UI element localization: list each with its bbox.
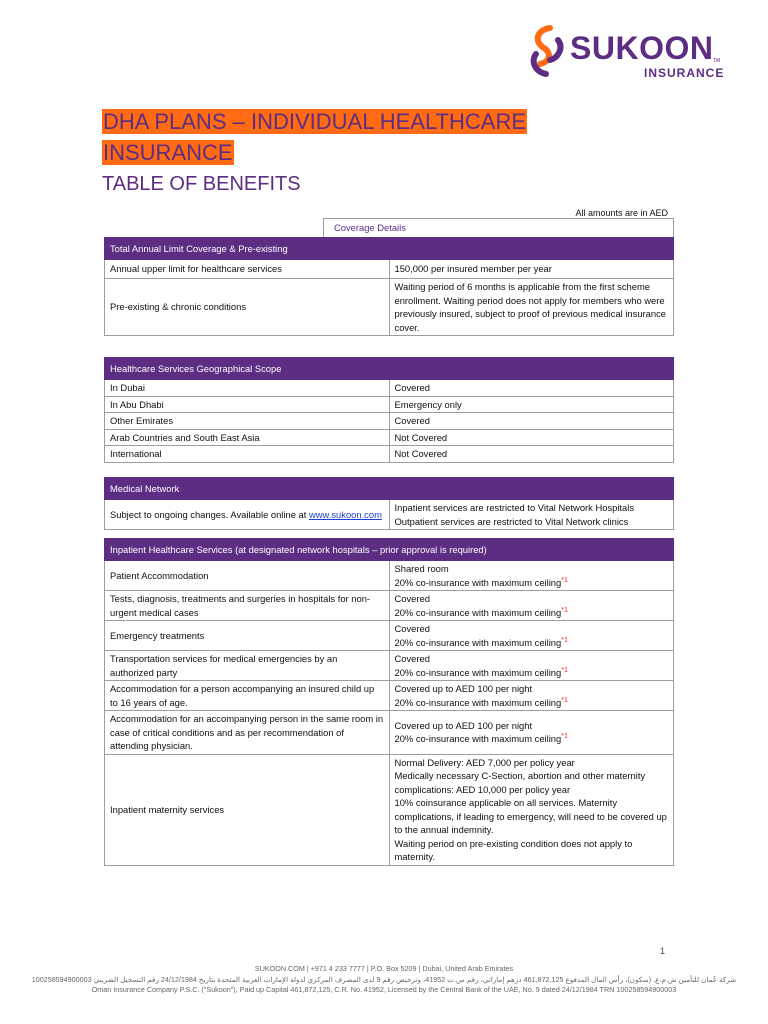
table-row: Emergency treatments Covered 20% co-insurance with maximum ceiling$^{*1}$	[105, 621, 674, 651]
logo-wordmark: SUKOON	[570, 30, 714, 66]
footnote-marker: *1	[561, 636, 568, 644]
table-row: Annual upper limit for healthcare services 150,000 per insured member per year	[105, 260, 674, 279]
table-row: Transportation services for medical emergencies by an authorized party Covered 20% co-insurance with maximum ceiling$^{*1}$	[105, 651, 674, 681]
title-line-1: DHA PLANS – INDIVIDUAL HEALTHCARE	[103, 109, 527, 134]
sukoon-logo	[528, 24, 728, 84]
table-row: Accommodation for a person accompanying an insured child up to 16 years of age. Covered up to AED 100 per night 20% co-insurance with maximum ceiling$^{*1}$	[105, 681, 674, 711]
table-row: Subject to ongoing changes. Available online at www.sukoon.com Inpatient services are restricted to Vital Network Hospitals Outpatient services are restricted to Vital Network clinics	[105, 500, 674, 530]
footnote-marker: *1	[561, 696, 568, 704]
footnote-marker: *1	[561, 733, 568, 741]
section-header: Inpatient Healthcare Services (at designated network hospitals – prior approval is required)	[105, 539, 674, 561]
table-row: In Abu Dhabi Emergency only	[105, 396, 674, 413]
sukoon-website-link[interactable]: www.sukoon.com	[308, 508, 382, 520]
table-annual-limit	[104, 237, 674, 336]
page-number: 1	[660, 946, 666, 956]
logo-subtitle: INSURANCE	[644, 66, 725, 80]
table-geographical-scope	[104, 357, 674, 463]
table-medical-network	[104, 477, 674, 530]
amounts-note: All amounts are in AED	[575, 208, 668, 218]
table-row: Inpatient maternity services Normal Delivery: AED 7,000 per policy year Medically necessary C-Section, abortion and other maternity complications: AED 10,000 per policy year 10% coinsurance applicable on all services. Maternity complications, if leading to emergency, will need to be covered up to the annual indemnity. Waiting period on pre-existing condition does not apply to maternity.	[105, 754, 674, 865]
table-inpatient-services	[104, 538, 674, 866]
table-row: Arab Countries and South East Asia Not Covered	[105, 429, 674, 446]
footer-contact: SUKOON.COM | +971 4 233 7777 | P.O. Box 5209 | Dubai, United Arab Emirates	[254, 964, 514, 973]
table-row: Other Emirates Covered	[105, 413, 674, 430]
coverage-details-header: Coverage Details	[323, 218, 674, 237]
title-line-2: INSURANCE	[103, 140, 233, 165]
table-row: International Not Covered	[105, 446, 674, 463]
table-row: Tests, diagnosis, treatments and surgeries in hospitals for non- urgent medical cases Covered 20% co-insurance with maximum ceiling$^{*1}$	[105, 591, 674, 621]
footnote-marker: *1	[561, 576, 568, 584]
table-row: In Dubai Covered	[105, 380, 674, 397]
footnote-marker: *1	[561, 666, 568, 674]
section-header: Healthcare Services Geographical Scope	[105, 358, 674, 380]
sukoon-emblem-icon	[528, 24, 568, 82]
table-row: Patient Accommodation Shared room 20% co-insurance with maximum ceiling$^{*1}$	[105, 561, 674, 591]
table-row: Pre-existing & chronic conditions Waiting period of 6 months is applicable from the first scheme enrollment. Waiting period does not apply for members who were previously insured, subject to proof of previous medical insurance cover.	[105, 279, 674, 336]
footer-arabic-legal: شركة عُمان للتأمين ش.م.ع. (سكون)، رأس المال المدفوع 461,872,125 درهم إماراتي، رقم س.ت 41952، وترخيص رقم 9 لدى المصرف المركزي لدولة الإمارات العربية المتحدة بتاريخ 24/12/1984 رقم التسجيل الضريبي 100258594900003	[31, 975, 737, 984]
footnote-marker: *1	[561, 606, 568, 614]
footer-legal: Oman Insurance Company P.S.C. ("Sukoon"), Paid up Capital 461,872,125, C.R. No. 41952, Licensed by the Central Bank of the UAE, No. 9 dated 24/12/1984 TRN 100258594900003	[91, 985, 677, 994]
page-title: TABLE OF BENEFITS	[102, 173, 301, 195]
logo-trademark: TM	[713, 58, 721, 64]
table-row: Accommodation for an accompanying person in the same room in case of critical conditions and as per recommendation of attending physician. Covered up to AED 100 per night 20% co-insurance with maximum ceiling$^{*1}$	[105, 711, 674, 755]
section-header: Total Annual Limit Coverage & Pre-existing	[105, 238, 674, 260]
section-header: Medical Network	[105, 478, 674, 500]
